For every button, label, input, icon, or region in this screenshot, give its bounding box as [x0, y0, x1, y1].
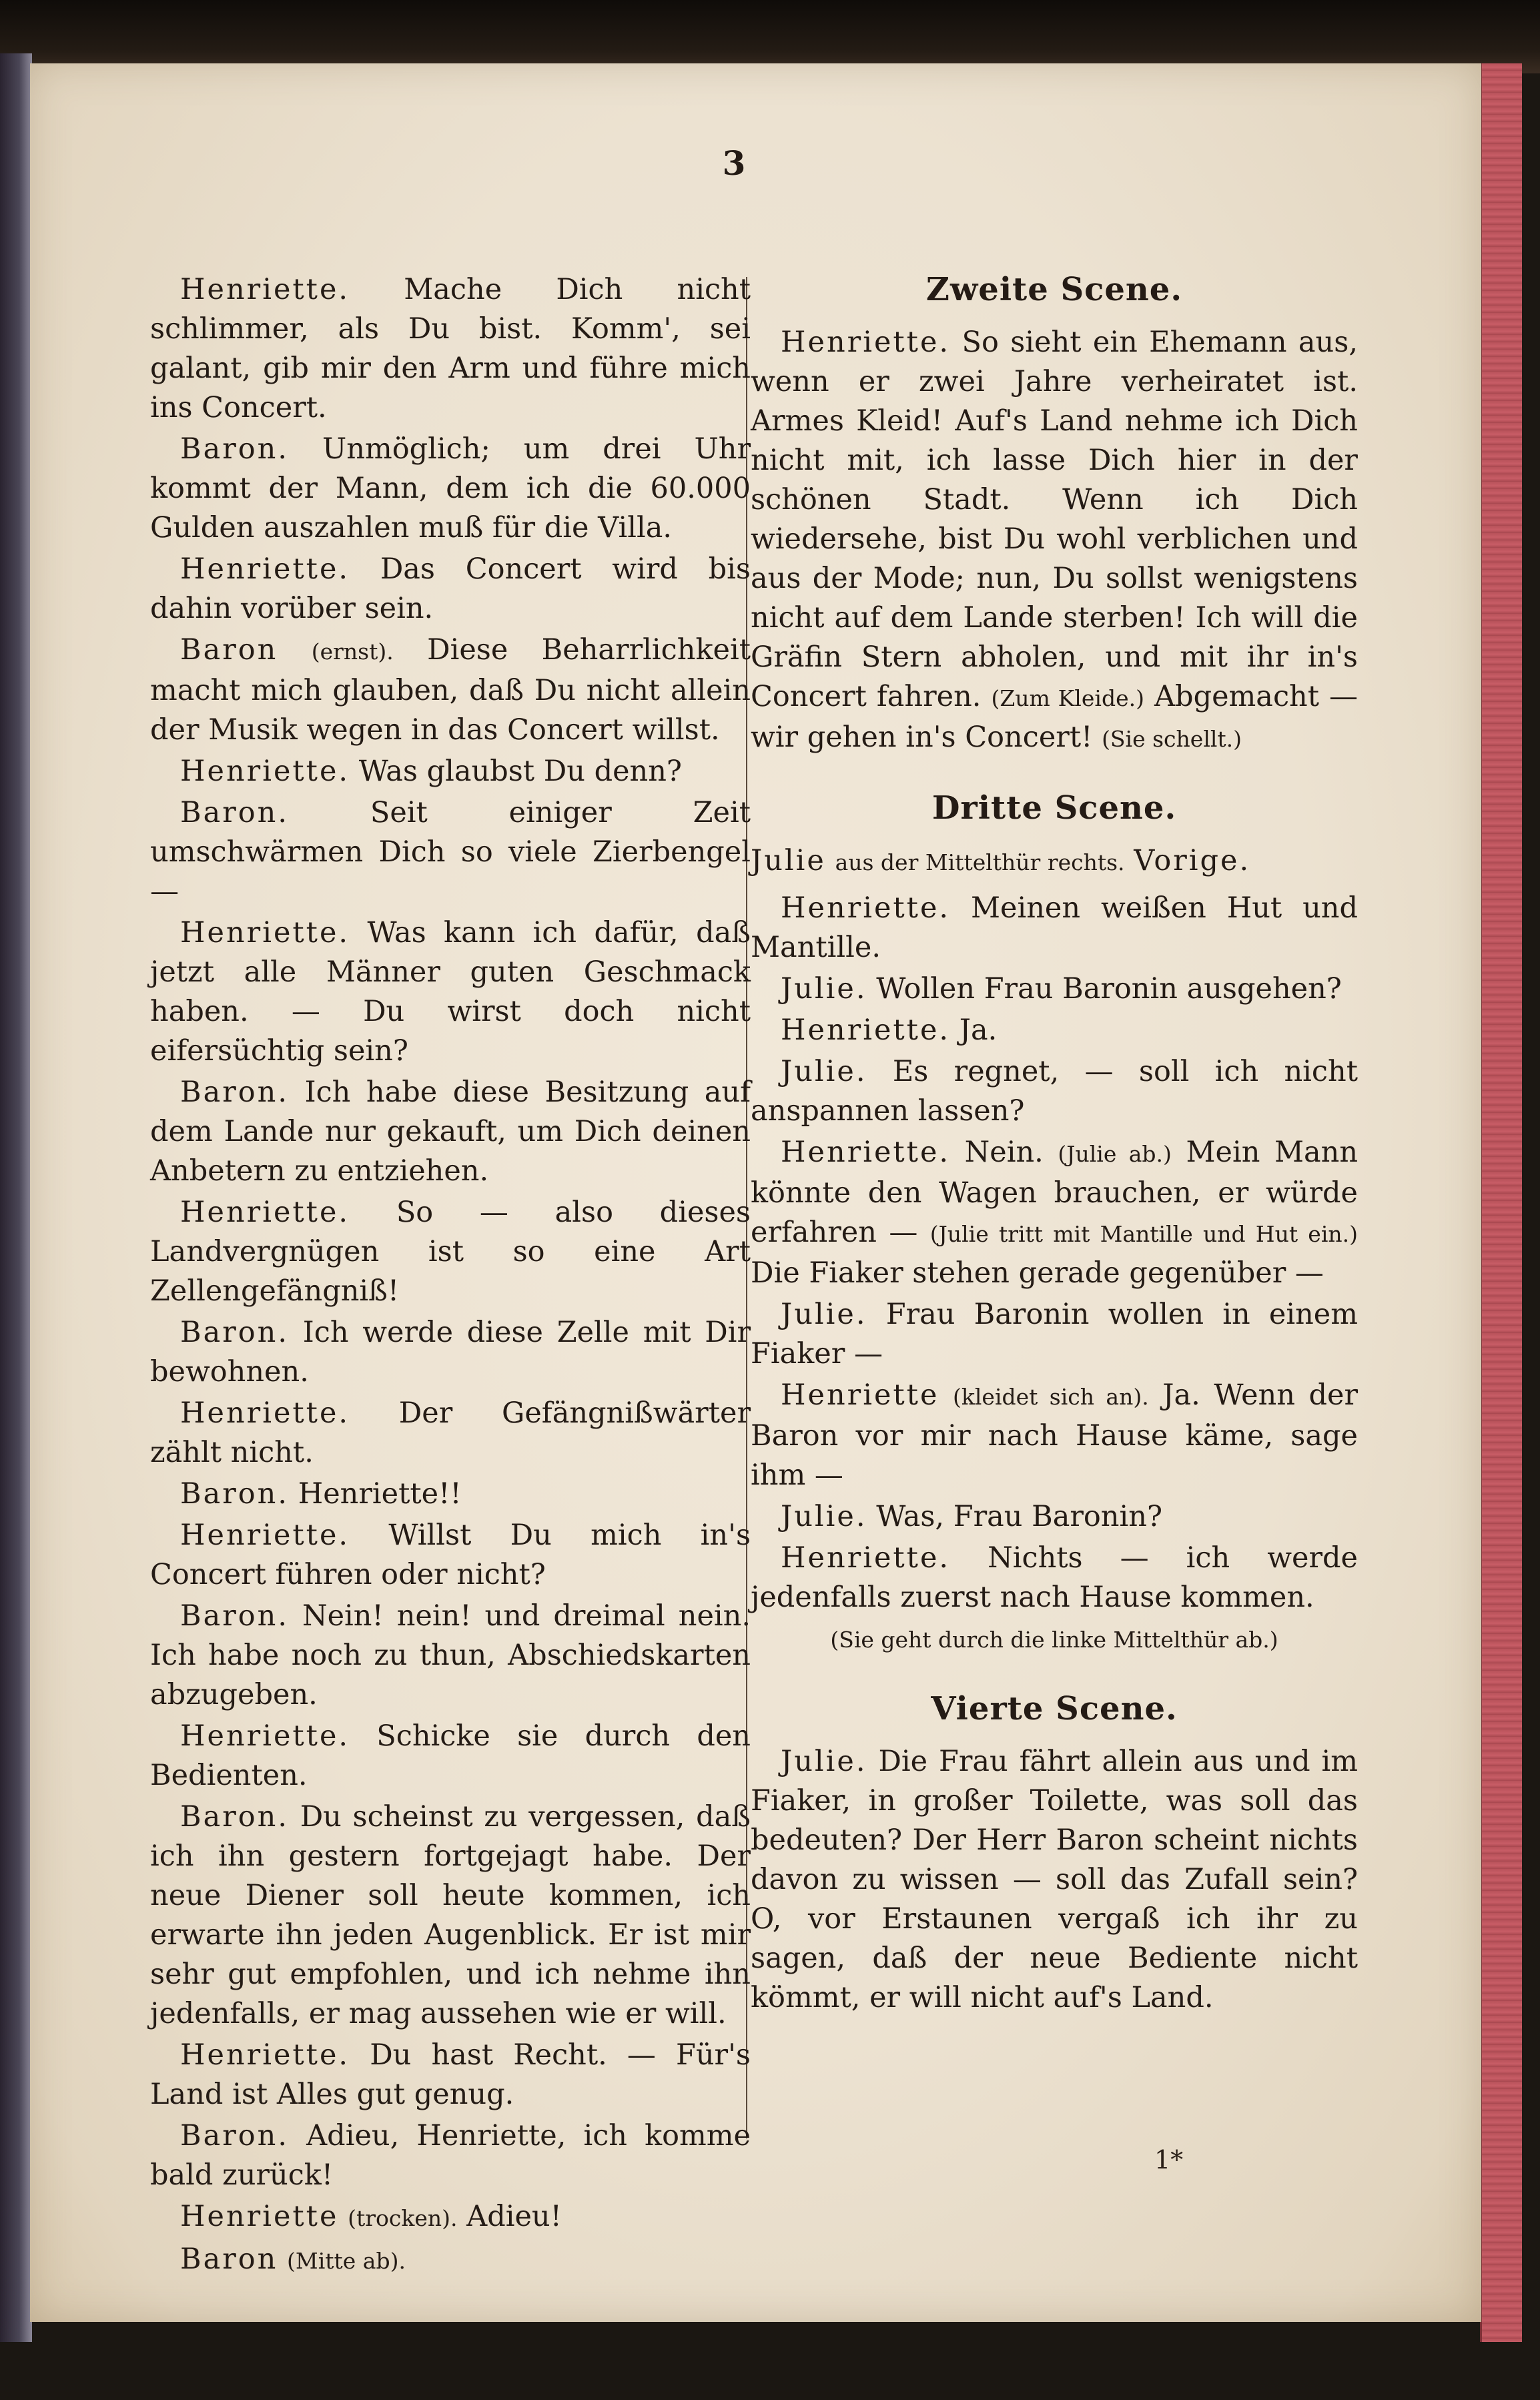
- speaker-name: Henriette.: [781, 891, 951, 925]
- dialogue-text: Du scheinst zu vergessen, daß ich ihn gestern fortgejagt habe. Der neue Diener soll heute kommen, ich erwarte ihn jeden Augenblick. Er ist mir sehr gut empfohlen, und ich nehme ihn jedenfalls, er mag aussehen wie er will.: [150, 1800, 751, 2030]
- speaker-name: Henriette.: [180, 273, 350, 306]
- scan-background-top: [0, 0, 1540, 73]
- dialogue-paragraph: [150, 1073, 751, 1191]
- stage-direction: (Mitte ab).: [287, 2248, 406, 2274]
- dialogue-text: Frau Baronin wollen in einem Fiaker —: [751, 1298, 1358, 1370]
- dialogue-text: Ich werde diese Zelle mit Dir bewohnen.: [150, 1316, 751, 1388]
- dialogue-paragraph: [150, 1597, 751, 1715]
- speaker-name: Vorige.: [1134, 844, 1251, 877]
- book-red-page-edge: [1480, 63, 1522, 2342]
- dialogue-paragraph: [150, 631, 751, 750]
- speaker-name: Henriette.: [180, 2038, 350, 2072]
- speaker-name: Henriette.: [781, 1541, 951, 1575]
- speaker-name: Baron.: [180, 1477, 290, 1511]
- speaker-name: Baron.: [180, 1316, 290, 1349]
- dialogue-paragraph: [150, 1516, 751, 1595]
- speaker-name: Henriette: [781, 1378, 939, 1412]
- signature-mark: 1*: [1154, 2145, 1184, 2174]
- dialogue-text: Das Concert wird bis dahin vorüber sein.: [150, 552, 751, 625]
- scene-title: Vierte Scene.: [931, 1690, 1178, 1727]
- dialogue-text: Mache Dich nicht schlimmer, als Du bist. Komm', sei galant, gib mir den Arm und führe mich ins Concert.: [150, 273, 751, 424]
- speaker-name: Henriette.: [180, 916, 350, 949]
- scene-title: Zweite Scene.: [925, 271, 1183, 308]
- dialogue-text: Abgemacht — wir gehen in's Concert!: [751, 680, 1359, 754]
- speaker-name: Baron.: [180, 432, 290, 466]
- dialogue-paragraph: [150, 913, 751, 1071]
- dialogue-text: Wollen Frau Baronin ausgehen?: [876, 972, 1342, 1006]
- speaker-name: Baron.: [180, 796, 290, 829]
- scene-persons: [751, 841, 1358, 882]
- speaker-name: Julie: [751, 844, 826, 877]
- dialogue-paragraph: [150, 270, 751, 428]
- stage-direction: aus der Mittelthür rechts.: [835, 849, 1125, 875]
- exit-stage-direction: (Sie geht durch die linke Mittelthür ab.): [830, 1627, 1278, 1653]
- book-left-edge: [0, 53, 32, 2342]
- dialogue-paragraph: [150, 2036, 751, 2114]
- dialogue-text: Schicke sie durch den Bedienten.: [150, 1719, 751, 1792]
- dialogue-paragraph: [751, 1376, 1358, 1495]
- speaker-name: Baron: [180, 633, 278, 667]
- speaker-name: Julie.: [781, 1055, 867, 1088]
- speaker-name: Baron.: [180, 1076, 290, 1109]
- dialogue-paragraph: [150, 1313, 751, 1392]
- dialogue-text: Ja. Wenn der Baron vor mir nach Hause käme, sage ihm —: [751, 1378, 1359, 1492]
- stage-direction: (trocken).: [348, 2205, 458, 2231]
- dialogue-paragraph: [751, 1133, 1358, 1293]
- dialogue-paragraph: [150, 1193, 751, 1311]
- dialogue-text: Ich habe diese Besitzung auf dem Lande nur gekauft, um Dich deinen Anbetern zu entziehen.: [150, 1076, 751, 1188]
- dialogue-text: Mein Mann könnte den Wagen brauchen, er würde erfahren —: [751, 1136, 1359, 1249]
- dialogue-paragraph: [150, 430, 751, 548]
- speaker-name: Julie.: [781, 1298, 867, 1331]
- dialogue-paragraph: [150, 550, 751, 629]
- dialogue-text: Meinen weißen Hut und Mantille.: [751, 891, 1359, 964]
- speaker-name: Baron.: [180, 1599, 290, 1633]
- dialogue-text: Was glaubst Du denn?: [358, 755, 682, 788]
- dialogue-text: Es regnet, — soll ich nicht anspannen lassen?: [751, 1055, 1358, 1128]
- scene-title: Dritte Scene.: [931, 789, 1177, 827]
- dialogue-paragraph: [751, 1052, 1358, 1131]
- right-column: [751, 270, 1358, 2020]
- dialogue-text: Willst Du mich in's Concert führen oder nicht?: [150, 1519, 751, 1591]
- dialogue-text: So — also dieses Landvergnügen ist so eine Art Zellengefängniß!: [150, 1196, 751, 1308]
- speaker-name: Henriette.: [180, 1196, 350, 1229]
- speaker-name: Baron: [180, 2243, 278, 2276]
- dialogue-paragraph: [751, 323, 1358, 759]
- stage-direction: (Zum Kleide.): [991, 685, 1144, 711]
- stage-direction: (Julie tritt mit Mantille und Hut ein.): [929, 1221, 1358, 1247]
- dialogue-paragraph: [150, 1394, 751, 1473]
- speaker-name: Henriette.: [781, 1136, 951, 1169]
- speaker-name: Henriette: [180, 2200, 339, 2233]
- dialogue-paragraph: [751, 969, 1358, 1009]
- dialogue-paragraph: [150, 2197, 751, 2238]
- dialogue-paragraph: [751, 1742, 1358, 2018]
- speaker-name: Henriette.: [180, 552, 350, 586]
- speaker-name: Baron.: [180, 2119, 290, 2152]
- left-column: [150, 270, 751, 2283]
- speaker-name: Julie.: [781, 972, 867, 1006]
- dialogue-text: Adieu!: [466, 2200, 562, 2233]
- dialogue-text: Was, Frau Baronin?: [876, 1500, 1162, 1533]
- stage-direction: (ernst).: [311, 639, 394, 665]
- dialogue-text: Der Gefängnißwärter zählt nicht.: [150, 1396, 751, 1469]
- dialogue-text: Die Fiaker stehen gerade gegenüber —: [751, 1256, 1324, 1290]
- speaker-name: Henriette.: [781, 1014, 951, 1047]
- dialogue-text: So sieht ein Ehemann aus, wenn er zwei Jahre verheiratet ist. Armes Kleid! Auf's Land nehme ich Dich nicht mit, ich lasse Dich hier in der schönen Stadt. Wenn ich Dich wiedersehe, bist Du wohl verblichen und aus der Mode; nun, Du sollst wenigstens nicht auf dem Lande sterben! Ich will die Gräfin Stern abholen, und mit ihr in's Concert fahren.: [751, 326, 1358, 713]
- dialogue-text: Henriette!!: [298, 1477, 462, 1511]
- dialogue-text: Du hast Recht. — Für's Land ist Alles gut genug.: [150, 2038, 751, 2111]
- dialogue-text: Diese Beharrlichkeit macht mich glauben, daß Du nicht allein der Musik wegen in das Concert willst.: [150, 633, 751, 747]
- page-number: 3: [722, 143, 746, 183]
- dialogue-paragraph: [150, 752, 751, 791]
- dialogue-text: Nichts — ich werde jedenfalls zuerst nach Hause kommen.: [751, 1541, 1358, 1614]
- dialogue-paragraph: [150, 793, 751, 911]
- speaker-name: Henriette.: [180, 755, 350, 788]
- dialogue-text: Nein.: [964, 1136, 1044, 1169]
- dialogue-paragraph: [150, 1717, 751, 1795]
- dialogue-text: Adieu, Henriette, ich komme bald zurück!: [150, 2119, 751, 2192]
- dialogue-text: Was kann ich dafür, daß jetzt alle Männer guten Geschmack haben. — Du wirst doch nicht eifersüchtig sein?: [150, 916, 751, 1068]
- speaker-name: Baron.: [180, 1800, 290, 1834]
- dialogue-text: Ja.: [959, 1014, 998, 1047]
- speaker-name: Henriette.: [180, 1719, 350, 1753]
- dialogue-paragraph: [150, 1475, 751, 1514]
- dialogue-paragraph: [150, 2240, 751, 2281]
- dialogue-text: Unmöglich; um drei Uhr kommt der Mann, dem ich die 60.000 Gulden auszahlen muß für die Villa.: [150, 432, 751, 544]
- speaker-name: Julie.: [781, 1745, 867, 1778]
- dialogue-text: Die Frau fährt allein aus und im Fiaker, in großer Toilette, was soll das bedeuten? Der Herr Baron scheint nichts davon zu wissen — soll das Zufall sein? O, vor Erstaunen vergaß ich ihr zu sagen, daß der neue Bediente nicht kömmt, er will nicht auf's Land.: [751, 1745, 1359, 2014]
- speaker-name: Julie.: [781, 1500, 867, 1533]
- dialogue-text: Seit einiger Zeit umschwärmen Dich so viele Zierbengel —: [150, 796, 751, 908]
- dialogue-paragraph: [150, 2116, 751, 2195]
- dialogue-paragraph: [751, 1497, 1358, 1537]
- stage-direction: (kleidet sich an).: [952, 1384, 1149, 1410]
- dialogue-paragraph: [751, 889, 1358, 967]
- dialogue-paragraph: [751, 1295, 1358, 1374]
- dialogue-text: Nein! nein! und dreimal nein. Ich habe noch zu thun, Abschiedskarten abzugeben.: [150, 1599, 751, 1711]
- stage-direction: (Julie ab.): [1058, 1141, 1172, 1167]
- speaker-name: Henriette.: [781, 326, 951, 359]
- stage-direction: (Sie schellt.): [1102, 726, 1242, 752]
- dialogue-paragraph: [150, 1797, 751, 2034]
- dialogue-paragraph: [751, 1011, 1358, 1050]
- dialogue-paragraph: [751, 1539, 1358, 1617]
- speaker-name: Henriette.: [180, 1519, 350, 1552]
- speaker-name: Henriette.: [180, 1396, 350, 1430]
